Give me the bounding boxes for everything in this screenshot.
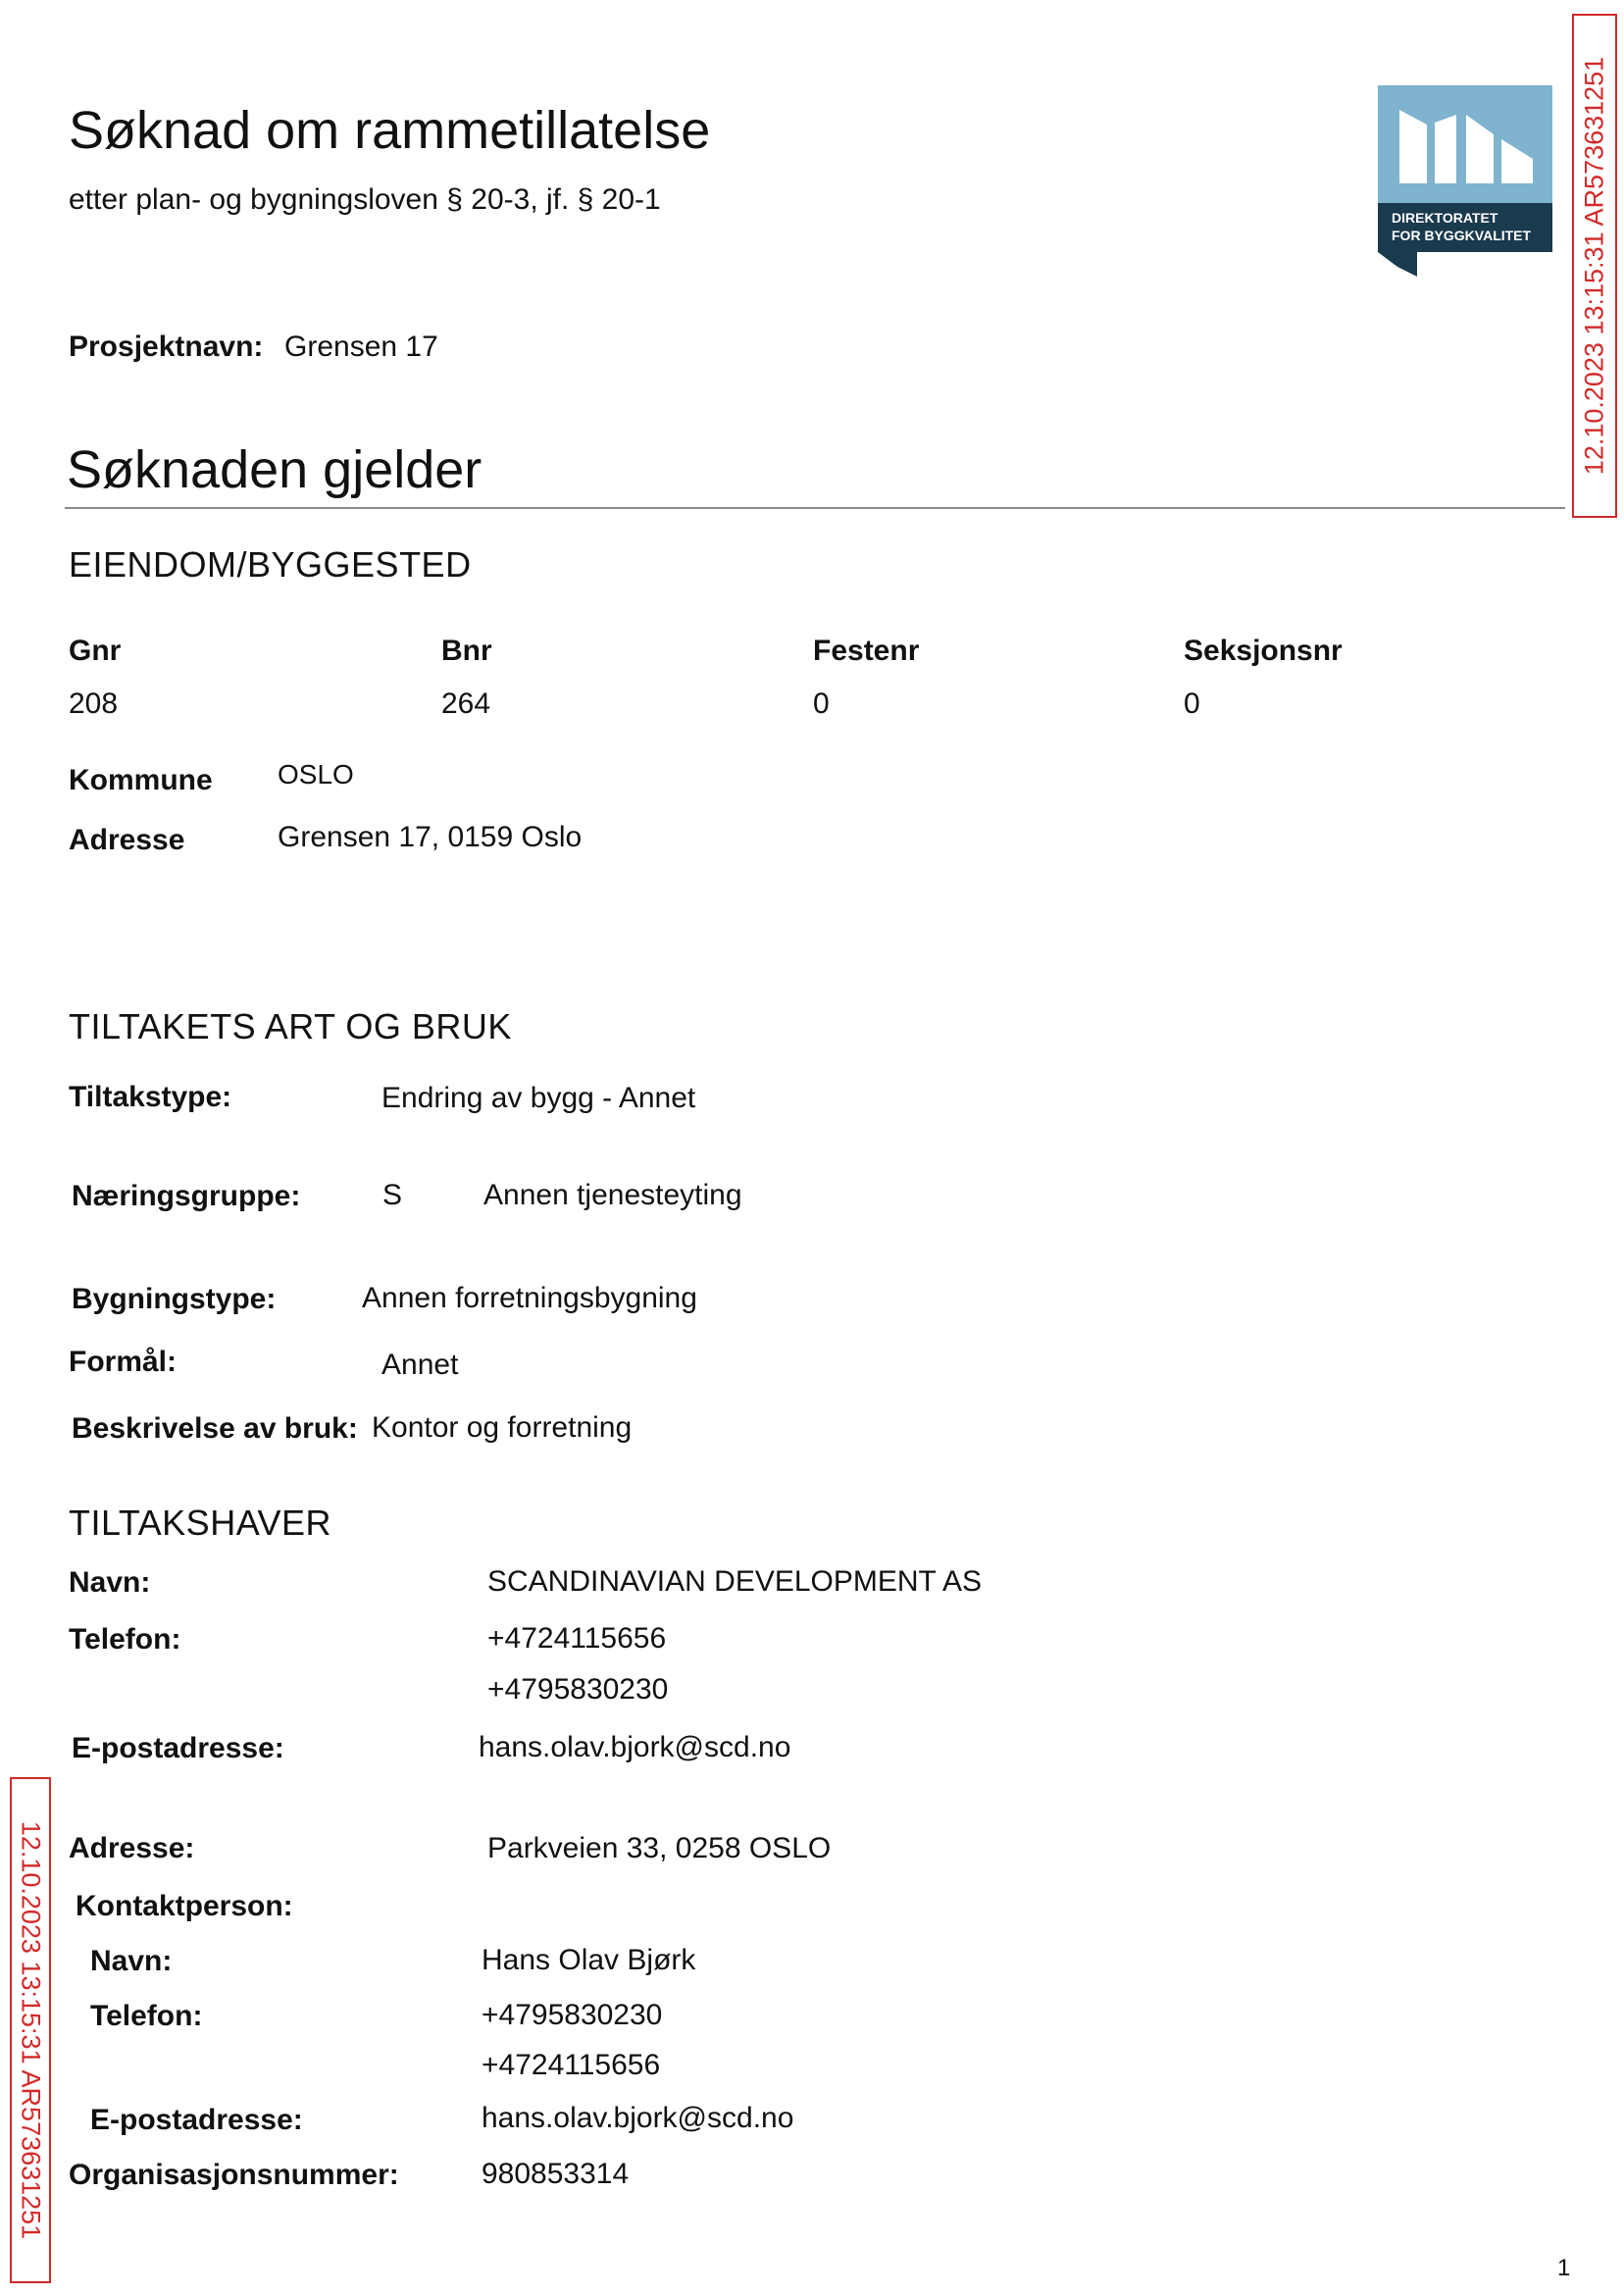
project-name-label: Prosjektnavn: <box>69 331 264 363</box>
document-title: Søknad om rammetillatelse <box>69 101 711 160</box>
tiltakshaver-heading: TILTAKSHAVER <box>69 1503 332 1543</box>
bygningstype-label: Bygningstype: <box>72 1283 277 1315</box>
navn-value: SCANDINAVIAN DEVELOPMENT AS <box>487 1565 983 1598</box>
telefon-label: Telefon: <box>69 1623 181 1656</box>
naeringsgruppe-value: Annen tjenesteyting <box>483 1179 742 1211</box>
timestamp-stamp-left <box>10 1777 51 2283</box>
logo-line-1: DIREKTORATET <box>1392 210 1498 226</box>
timestamp-stamp-right <box>1572 14 1617 518</box>
kontaktperson-label: Kontaktperson: <box>76 1890 293 1922</box>
project-name-value: Grensen 17 <box>284 331 438 363</box>
festenr-label: Festenr <box>813 635 920 667</box>
telefon-value-2: +4795830230 <box>487 1673 669 1706</box>
gnr-value: 208 <box>69 688 119 720</box>
logo-line-2: FOR BYGGKVALITET <box>1392 228 1532 243</box>
adresse-value-tiltakshaver: Parkveien 33, 0258 OSLO <box>487 1832 832 1864</box>
orgnr-label: Organisasjonsnummer: <box>69 2159 399 2191</box>
adresse-label: Adresse <box>69 824 185 856</box>
section-divider <box>65 507 1565 509</box>
bnr-value: 264 <box>441 688 491 720</box>
bnr-label: Bnr <box>441 635 492 667</box>
kp-telefon-value-2: +4724115656 <box>482 2049 661 2081</box>
orgnr-value: 980853314 <box>482 2158 630 2190</box>
eiendom-heading: EIENDOM/BYGGESTED <box>69 544 472 585</box>
festenr-value: 0 <box>813 688 830 720</box>
seksjonsnr-value: 0 <box>1184 688 1200 720</box>
page-number: 1 <box>1557 2255 1571 2281</box>
stamp-text-left: 12.10.2023 13:15:31 AR573631251 <box>16 1820 46 2240</box>
beskrivelse-value: Kontor og forretning <box>372 1411 633 1444</box>
adresse-label-tiltakshaver: Adresse: <box>69 1832 195 1864</box>
formal-value: Annet <box>381 1349 459 1381</box>
seksjonsnr-label: Seksjonsnr <box>1184 635 1343 667</box>
epost-label: E-postadresse: <box>72 1732 284 1764</box>
kp-telefon-label: Telefon: <box>90 2000 203 2032</box>
kp-epost-value: hans.olav.bjork@scd.no <box>482 2102 794 2134</box>
bygningstype-value: Annen forretningsbygning <box>362 1282 697 1314</box>
dibk-logo <box>1378 85 1552 277</box>
beskrivelse-label: Beskrivelse av bruk: <box>72 1412 358 1445</box>
section-title: Søknaden gjelder <box>67 440 482 499</box>
kp-telefon-value-1: +4795830230 <box>482 1999 663 2031</box>
naeringsgruppe-code: S <box>382 1179 403 1211</box>
adresse-value: Grensen 17, 0159 Oslo <box>278 821 583 853</box>
kommune-label: Kommune <box>69 764 213 796</box>
document-subtitle: etter plan- og bygningsloven § 20-3, jf. § 20-1 <box>69 183 661 216</box>
stamp-text-right: 12.10.2023 13:15:31 AR573631251 <box>1579 56 1609 476</box>
kp-navn-label: Navn: <box>90 1945 173 1977</box>
tiltakstype-label: Tiltakstype: <box>69 1081 232 1113</box>
formal-label: Formål: <box>69 1346 178 1378</box>
tiltak-heading: TILTAKETS ART OG BRUK <box>69 1006 512 1046</box>
gnr-label: Gnr <box>69 635 122 667</box>
telefon-value-1: +4724115656 <box>487 1622 667 1655</box>
naeringsgruppe-label: Næringsgruppe: <box>72 1180 301 1212</box>
navn-label: Navn: <box>69 1566 151 1599</box>
tiltakstype-value: Endring av bygg - Annet <box>381 1082 696 1114</box>
kp-navn-value: Hans Olav Bjørk <box>482 1944 696 1976</box>
kp-epost-label: E-postadresse: <box>90 2104 303 2136</box>
kommune-value: OSLO <box>278 759 354 790</box>
epost-value: hans.olav.bjork@scd.no <box>479 1731 791 1763</box>
